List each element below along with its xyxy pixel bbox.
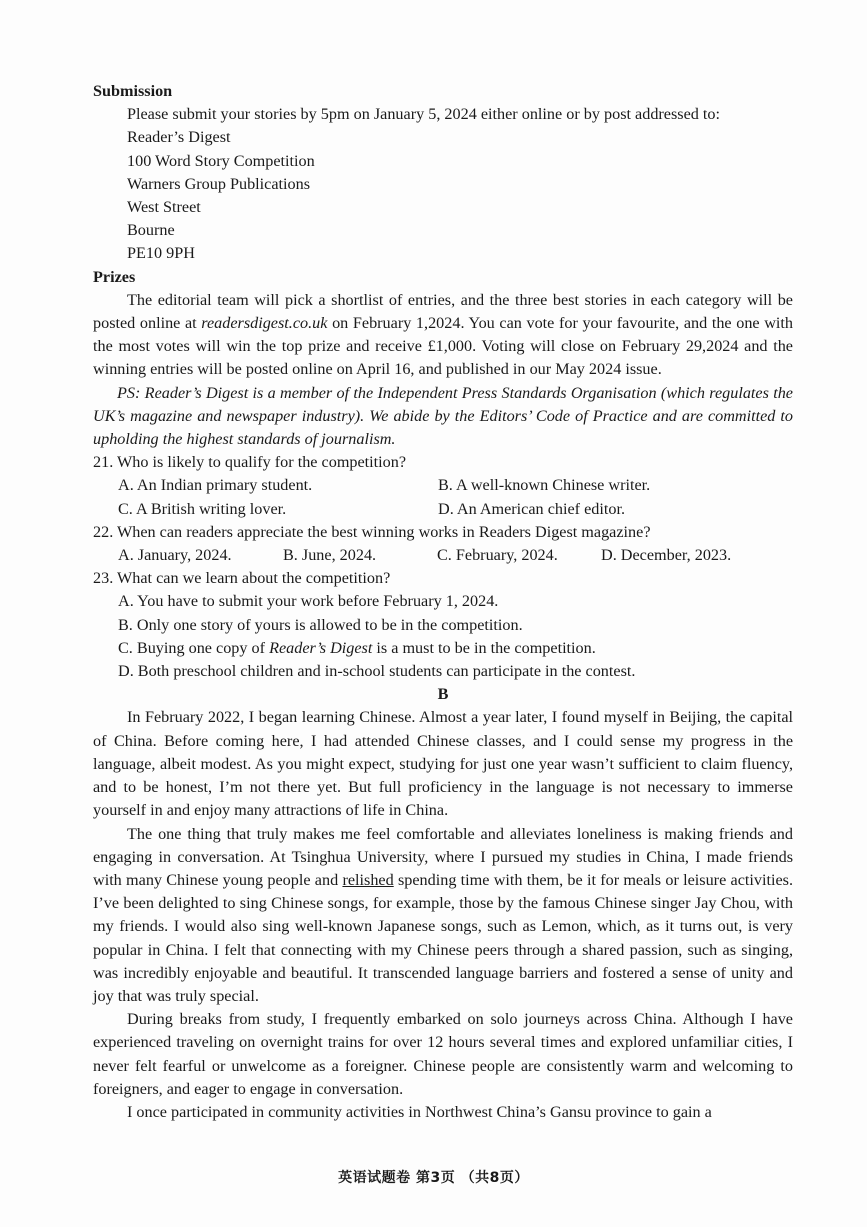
prizes-website: readersdigest.co.uk xyxy=(201,314,328,333)
option-23c xyxy=(93,637,793,660)
option-23a: A. You have to submit your work before February 1, 2024. xyxy=(118,592,499,611)
passage-b-paragraph-1: In February 2022, I began learning Chinese. Almost a year later, I found myself in Beijing, the capital of China. Before coming here, I had attended Chinese classes, and I could sense my progress in the language, albeit modest. As you might expect, studying for just one year wasn’t sufficient to claim fluency, and to be honest, I’m not there yet. But full proficiency in the language is not necessary to immerse yourself in and enjoy many attractions of life in China. xyxy=(93,708,793,820)
question-22-options xyxy=(93,544,793,567)
prizes-heading: Prizes xyxy=(93,267,136,286)
address-line: Reader’s Digest xyxy=(127,128,231,147)
submission-intro: Please submit your stories by 5pm on January 5, 2024 either online or by post addressed to: xyxy=(127,105,721,124)
question-23: 23. What can we learn about the competition? xyxy=(93,569,391,588)
address-line: Bourne xyxy=(127,221,175,240)
ps-note: PS: Reader’s Digest is a member of the Independent Press Standards Organisation (which regulates the UK’s magazine and newspaper industry). We abide by the Editors’ Code of Practice and are committed to upholding the highest standards of journalism. xyxy=(93,383,793,449)
option-21d: D. An American chief editor. xyxy=(438,499,625,518)
option-22a: A. January, 2024. xyxy=(118,546,232,565)
prizes-text-a: The editorial team will pick a shortlist of entries, and the three best stories in each category will be posted online at xyxy=(93,290,793,333)
address-line: 100 Word Story Competition xyxy=(127,151,315,170)
question-22: 22. When can readers appreciate the best winning works in Readers Digest magazine? xyxy=(93,522,651,541)
page-content xyxy=(93,80,793,1124)
passage-b-paragraph-3: During breaks from study, I frequently embarked on solo journeys across China. Although I have experienced traveling on overnight trains for over 12 hours several times and explored unfamiliar cities, I never felt fearful or unwelcome as a foreigner. Chinese people are consistently warm and welcoming to foreigners, and eager to engage in conversation. xyxy=(93,1010,793,1098)
question-21: 21. Who is likely to qualify for the competition? xyxy=(93,453,407,472)
option-22d: D. December, 2023. xyxy=(601,546,732,565)
address-line: PE10 9PH xyxy=(127,244,195,263)
p2-text-a: The one thing that truly makes me feel comfortable and alleviates loneliness is making friends and engaging in conversation. At Tsinghua University, where I pursued my studies in China, I made friends with many Chinese young people and xyxy=(93,824,793,889)
section-b-title: B xyxy=(437,685,449,704)
page-footer: 英语试题卷 第3页 （共8页） xyxy=(338,1170,529,1186)
passage-b-paragraph-4: I once participated in community activities in Northwest China’s Gansu province to gain a xyxy=(127,1102,712,1121)
address-line: West Street xyxy=(127,198,201,217)
prizes-text-b: on February 1,2024. You can vote for your favourite, and the one with the most votes will win the top prize and receive £1,000. Voting will close on February 29,2024 and the winning entries will be posted online on April 16, and published in our May 2024 issue. xyxy=(93,314,793,379)
option-21b: B. A well-known Chinese writer. xyxy=(438,476,651,495)
option-22c: C. February, 2024. xyxy=(437,546,558,565)
option-23d: D. Both preschool children and in-school students can participate in the contest. xyxy=(118,662,636,681)
question-21-options xyxy=(93,474,793,520)
submission-heading: Submission xyxy=(93,82,173,100)
passage-b-paragraph-2 xyxy=(93,823,793,1009)
option-22b: B. June, 2024. xyxy=(283,546,377,565)
option-23c-text-b: is a must to be in the competition. xyxy=(372,638,596,657)
option-21a: A. An Indian primary student. xyxy=(118,476,313,495)
submission-block xyxy=(93,103,793,265)
option-23c-text-a: C. Buying one copy of xyxy=(118,638,270,657)
address-line: Warners Group Publications xyxy=(127,174,311,193)
option-23b: B. Only one story of yours is allowed to be in the competition. xyxy=(118,615,523,634)
option-21c: C. A British writing lover. xyxy=(118,499,287,518)
p2-text-b: spending time with them, be it for meals or leisure activities. I’ve been delighted to sing Chinese songs, for example, those by the famous Chinese singer Jay Chou, with my friends. I would also sing well-known Japanese songs, such as Lemon, which, as it turns out, is very popular in China. I felt that connecting with my Chinese peers through a shared passion, such as singing, was incredibly enjoyable and beautiful. It transcended language barriers and fostered a sense of unity and joy that was truly special. xyxy=(93,870,793,1005)
prizes-paragraph xyxy=(93,289,793,382)
option-23c-magazine: Reader’s Digest xyxy=(269,638,373,657)
underlined-word: relished xyxy=(342,870,394,889)
